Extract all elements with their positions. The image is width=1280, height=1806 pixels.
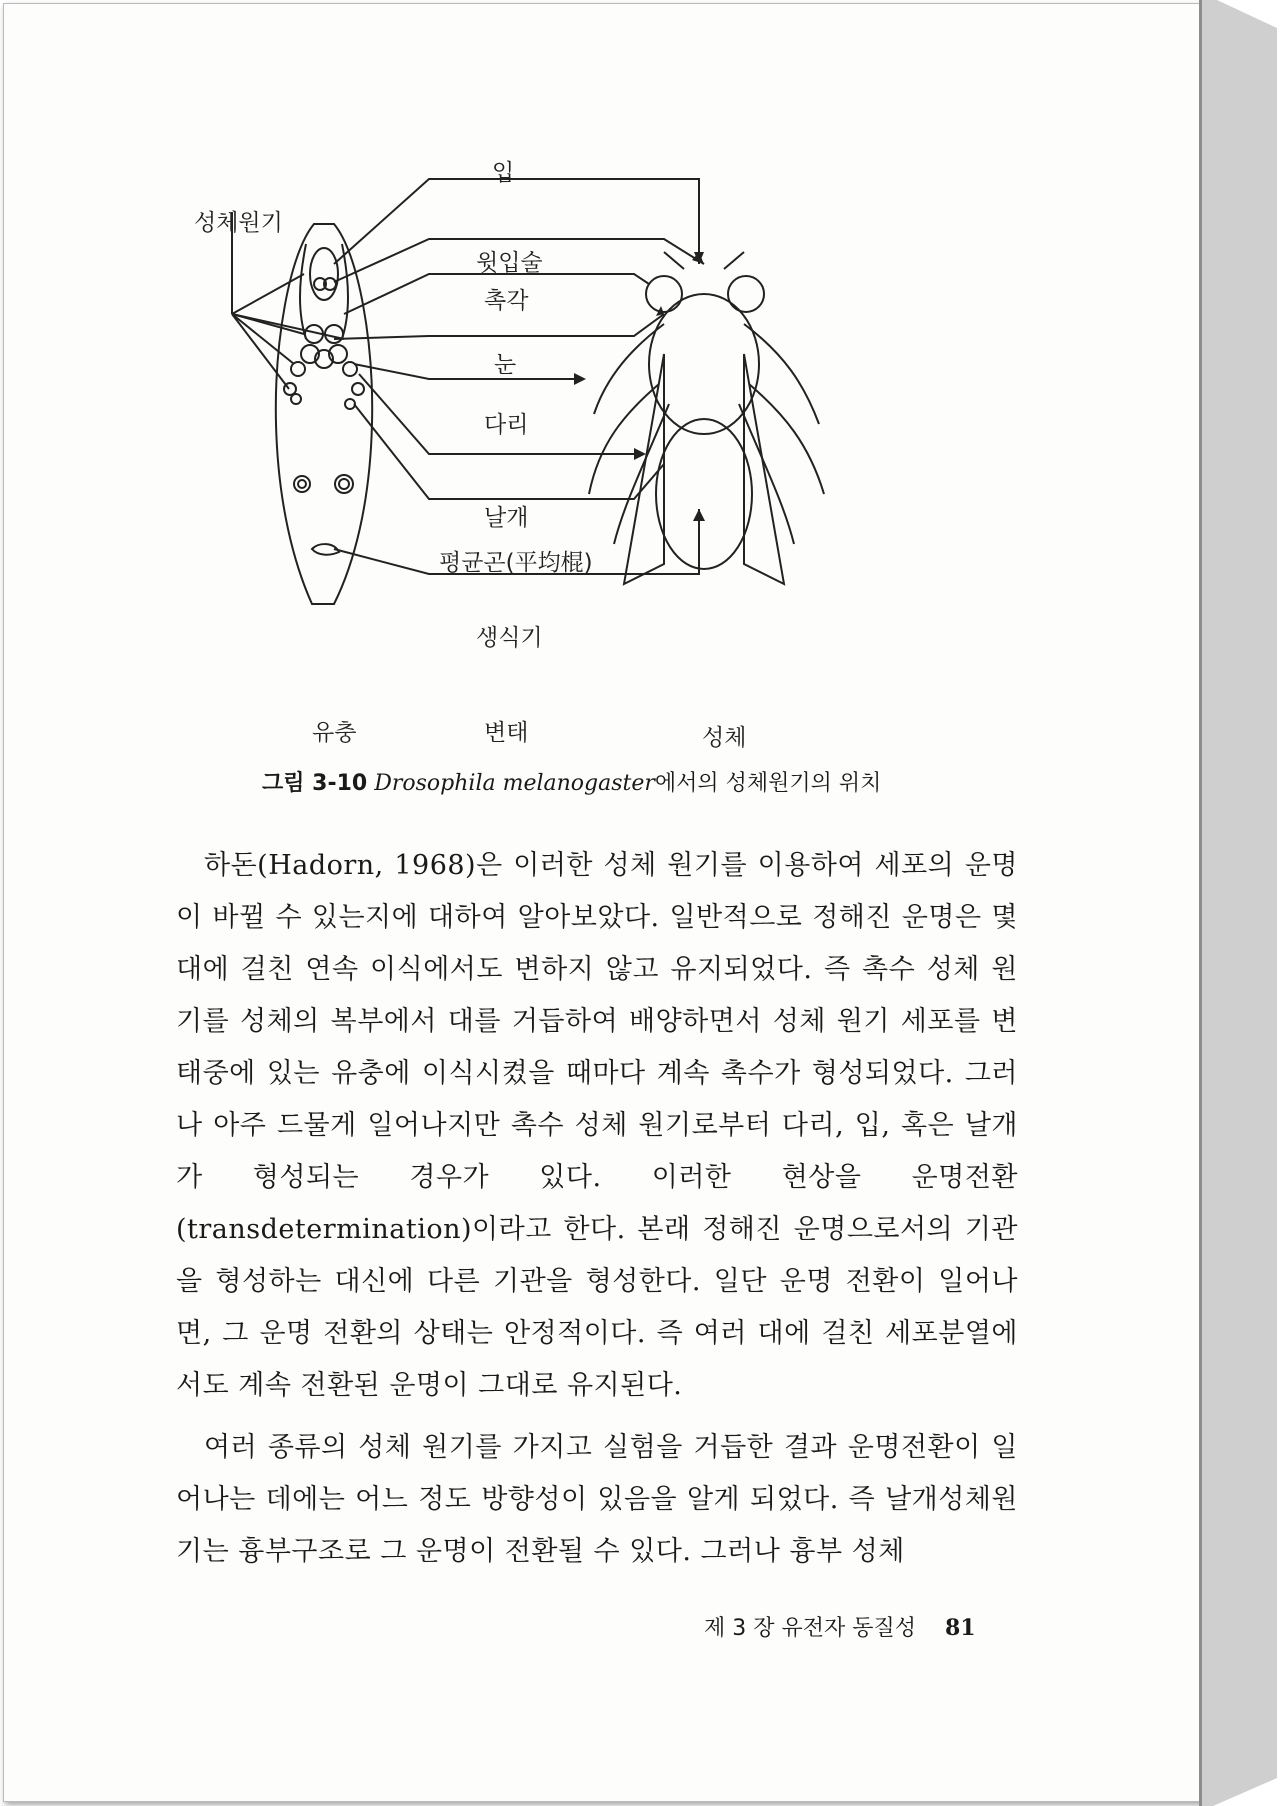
label-genitalia: 생식기 — [476, 625, 543, 651]
paragraph: 여러 종류의 성체 원기를 가지고 실험을 거듭한 결과 운명전환이 일어나는 데에는 어느 정도 방향성이 있음을 알게 되었다. 즉 날개성체원기는 흉부구조로 그 운명이 전환될 수 있다. 그러나 흉부 성체 — [176, 1432, 1018, 1567]
figure-imaginal-discs — [194, 160, 994, 764]
label-eye: 눈 — [494, 352, 517, 378]
label-imaginal-disc: 성체원기 — [194, 210, 283, 236]
figure-caption — [262, 766, 881, 797]
page-edge — [1199, 0, 1277, 1806]
page-number: 81 — [945, 1615, 976, 1641]
label-larva: 유충 — [312, 720, 357, 746]
book-page — [3, 3, 1204, 1802]
diagram-svg — [194, 164, 994, 764]
caption-label: 그림 3-10 — [262, 771, 368, 796]
chapter-title: 제 3 장 유전자 동질성 — [704, 1616, 916, 1641]
label-upper-lip: 윗입술 — [476, 250, 543, 276]
paragraph: 하돈(Hadorn, 1968)은 이러한 성체 원기를 이용하여 세포의 운명이 바뀔 수 있는지에 대하여 알아보았다. 일반적으로 정해진 운명은 몇 대에 걸친 연속 이식에서도 변하지 않고 유지되었다. 즉 촉수 성체 원기를 성체의 복부에서 대를 거듭하여 배양하면서 성체 원기 세포를 변태중에 있는 유충에 이식시켰을 때마다 계속 촉수가 형성되었다. 그러나 아주 드물게 일어나지만 촉수 성체 원기로부터 다리, 입, 혹은 날개가 형성되는 경우가 있다. 이러한 현상을 운명전환(transdetermination)이라고 한다. 본래 정해진 운명으로서의 기관을 형성하는 대신에 다른 기관을 형성한다. 일단 운명 전환이 일어나면, 그 운명 전환의 상태는 안정적이다. 즉 여러 대에 걸친 세포분열에서도 계속 전환된 운명이 그대로 유지된다. — [176, 850, 1018, 1401]
body-text — [176, 840, 1018, 1588]
label-metamorphosis: 변태 — [484, 720, 529, 746]
label-mouth: 입 — [492, 160, 515, 186]
fly-abdomen — [656, 419, 752, 569]
caption-species: Drosophila melanogaster — [374, 771, 655, 796]
label-leg: 다리 — [484, 412, 529, 438]
label-antenna: 촉각 — [484, 288, 529, 314]
label-wing: 날개 — [484, 505, 529, 531]
label-haltere: 평균곤(平均棍) — [439, 550, 593, 576]
page-footer — [704, 1611, 976, 1642]
label-adult: 성체 — [702, 725, 747, 751]
caption-text: 에서의 성체원기의 위치 — [654, 771, 882, 796]
